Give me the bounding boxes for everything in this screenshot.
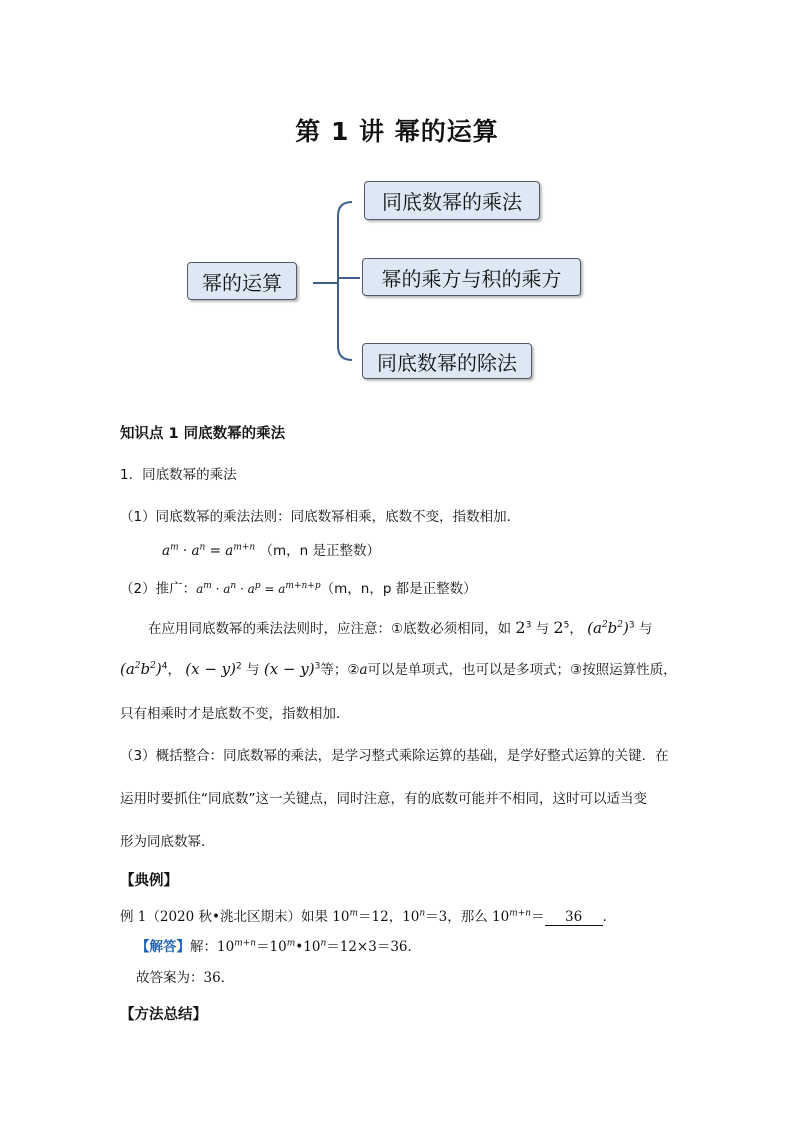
method-heading: 【方法总结】 xyxy=(120,1007,207,1023)
summary-line-3: 形为同底数幂． xyxy=(120,834,215,850)
example-question: 例 1（2020 秋•洮北区期末）如果 $10^m=12$，$10^n=3$，那么 $10^{m+n}= 36$ ． xyxy=(120,908,617,925)
extension-line: （2）推广：$a^m \cdot a^n \cdot a^p = a^{m+n+p}(m$，n，p 都是正整数） xyxy=(120,581,477,597)
item-1: 1．同底数幂的乘法 xyxy=(120,467,237,483)
extension-label: （2）推广： xyxy=(120,581,197,597)
notice-line-2: $(a^2b^2)^4$， $(x - y)^2$ 与 $(x - y)^3$等；②a可以是单项式，也可以是多项式；③按照运算性质， xyxy=(120,660,677,678)
section-heading: 知识点 1 同底数幂的乘法 xyxy=(120,426,286,442)
example-conclusion: 故答案为：36． xyxy=(136,970,235,986)
rule-text: （1）同底数幂的乘法法则：同底数幂相乘，底数不变，指数相加． xyxy=(120,509,521,525)
formula-multiplication: $a^m \cdot a^n = a^{m+n}$ （m，n 是正整数） xyxy=(162,542,380,559)
summary-line-1: （3）概括整合：同底数幂的乘法，是学习整式乘除运算的基础，是学好整式运算的关键．在 xyxy=(120,748,669,764)
notice-line-3: 只有相乘时才是底数不变，指数相加． xyxy=(120,706,350,722)
notice-line-1: 在应用同底数幂的乘法法则时，应注意：①底数必须相同，如 $2^3$ 与 $2^5$， $(a^2b^2)^3$ 与 xyxy=(148,618,653,637)
answer-label: 【解答】 xyxy=(136,939,190,955)
example-solution: 【解答】解：$10^{m+n}=10^m•10^n=12\times 3=36$． xyxy=(136,938,422,955)
summary-line-2: 运用时要抓住“同底数”这一关键点，同时注意，有的底数可能并不相同，这时可以适当变 xyxy=(120,791,647,807)
diagram-node-power: 幂的乘方与积的乘方 xyxy=(362,258,581,296)
extension-note: （m，n，p 都是正整数） xyxy=(320,581,477,597)
page-title: 第 1 讲 幂的运算 xyxy=(295,117,499,146)
diagram-node-division: 同底数幂的除法 xyxy=(362,343,532,379)
diagram-root-node: 幂的运算 xyxy=(187,262,297,300)
example-heading: 【典例】 xyxy=(120,873,178,889)
answer-blank: 36 xyxy=(545,909,603,926)
diagram-node-multiplication: 同底数幂的乘法 xyxy=(364,181,540,220)
formula-note: （m，n 是正整数） xyxy=(259,543,380,559)
